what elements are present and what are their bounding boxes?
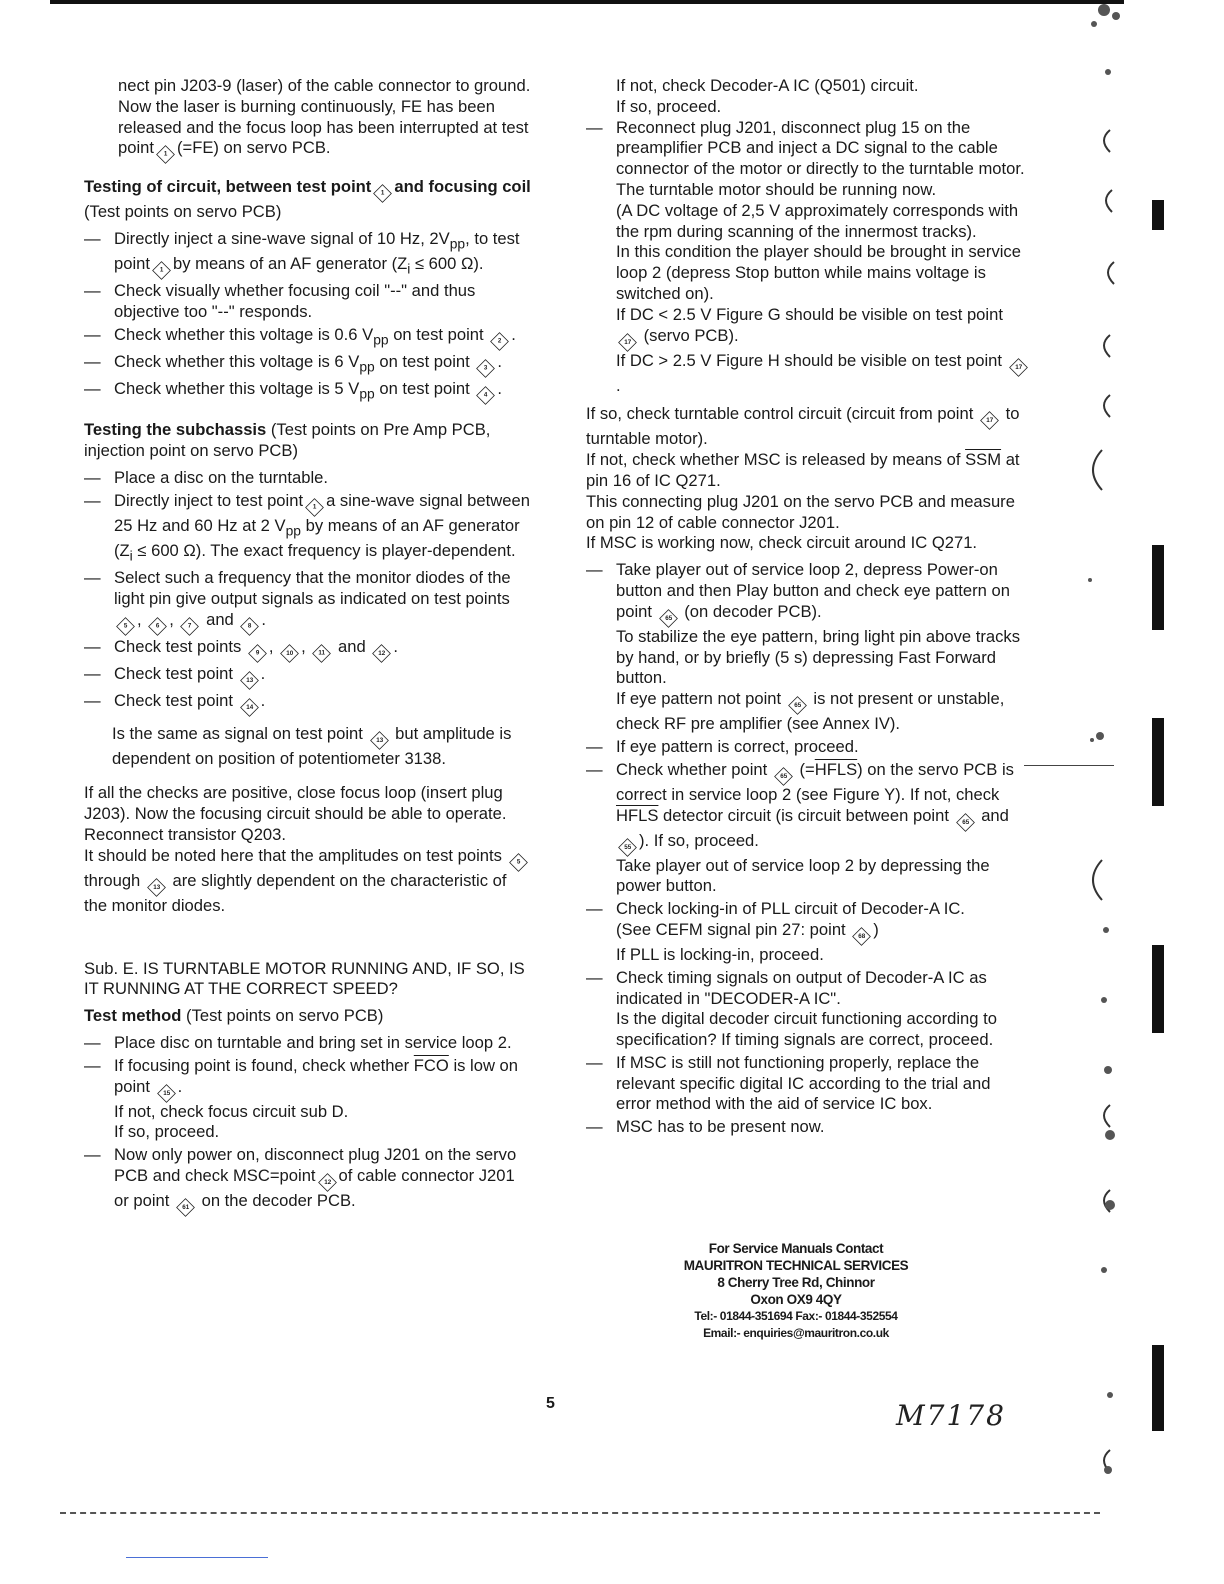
test-point-icon: 4 [477,386,496,405]
test-point-icon: 2 [490,332,509,351]
list-item: — Check test points 9 , 10 , 11 and 12 . [84,637,532,662]
section2-list [84,468,532,716]
test-point-icon: 17 [1009,358,1028,377]
test-point-icon: 9 [248,644,267,663]
list-item: — Directly inject to test point 1 a sine-wave signal between 25 Hz and 60 Hz at 2 $V_{pp}$ by means of an AF generator ($Z_i \le 600$ Ω). The exact frequency is player-dependent. [84,491,532,566]
right-para: This connecting plug J201 on the servo PCB and measure on pin 12 of cable connector J201. [586,491,1015,532]
test-point-icon: 5 [116,617,135,636]
section1-list [84,229,532,404]
test-point-icon: 68 [852,927,871,946]
test-point-icon: 65 [956,813,975,832]
test-point-icon: 13 [370,731,389,750]
right-line: If so, proceed. [616,96,722,116]
contact-stamp [662,1240,930,1342]
intro-text-end: (=FE) on servo PCB. [176,138,331,158]
edge-mark [1152,945,1164,1033]
right-intro [586,76,1030,118]
para-noted: It should be noted here that the amplitudes on test points 5 through 13 are slightly dependent on the characteristic of the monitor diodes. [84,846,532,917]
test-method-heading: Test method (Test points on servo PCB) [84,1006,384,1026]
list-item: — Place disc on turntable and bring set in service loop 2. [84,1033,532,1054]
edge-mark [1152,200,1164,230]
test-point-icon: 14 [240,698,259,717]
list-item: — Check test point 13 . [84,664,532,689]
right-list-1 [586,118,1030,397]
right-para: If not, check whether MSC is released by means of $\overline{SSM}$ at pin 16 of IC Q271. [586,450,1020,490]
contact-line: Tel:- 01844-351694 Fax:- 01844-352554 [694,1309,898,1323]
right-column [586,76,1030,1140]
test-point-icon: 7 [181,617,200,636]
top-border-line [50,0,1124,4]
list-item: — Check whether point 65 (=HFLS) on the servo PCB is correct in service loop 2 (see Figure Y). If not, check HFLS detector circuit (is circuit between point 65 and 55 ). If so, proceed. Take player out of service loop 2 by depressing the power button. [586,760,1030,897]
test-point-icon: 13 [240,671,259,690]
list-item: — Reconnect plug J201, disconnect plug 15 on the preamplifier PCB and inject a DC signal to the cable connector of the motor or directly to the turntable motor. The turntable motor should be running now. (A DC voltage of 2,5 V approximately corresponds with the rpm during scanning of the innermost tracks). In this condition the player should be brought in service loop 2 (depress Stop button while mains voltage is switched on). If DC < 2.5 V Figure G should be visible on test point 17 (servo PCB). If DC > 2.5 V Figure H should be visible on test point 17. [586,118,1030,397]
test-point-icon: 13 [147,878,166,897]
test-point-icon: 1 [373,185,392,204]
intro-text: Now the laser is burning continuously, FE has been released and the focus loop has been interrupted at test point [118,96,529,158]
right-para: If so, check turntable control circuit (circuit from point 17 to turntable motor). [586,404,1020,449]
test-point-icon: 5 [509,853,528,872]
section1-subheading: (Test points on servo PCB) [84,202,282,222]
intro-line-2 [118,97,532,164]
list-item: — If MSC is still not functioning properly, replace the relevant specific digital IC according to the trial and error method with the aid of service IC box. [586,1053,1030,1115]
contact-line: MAURITRON TECHNICAL SERVICES [683,1258,909,1273]
test-point-icon: 65 [788,696,807,715]
section2-heading: Testing the subchassis (Test points on Pre Amp PCB, injection point on servo PCB) [84,420,491,461]
right-line: If not, check Decoder-A IC (Q501) circuit. [616,76,919,95]
contact-line: For Service Manuals Contact [708,1241,884,1256]
test-point-icon: 6 [148,617,167,636]
test-method-list [84,1033,532,1216]
list-item: — Check whether this voltage is 5 $V_{pp}$ on test point 4 . [84,379,532,404]
left-column [84,76,532,1218]
intro-line-1: nect pin J203-9 (laser) of the cable connector to ground. [118,76,531,95]
list-item: — Place a disc on the turntable. [84,468,532,489]
contact-line: Oxon OX9 4QY [750,1292,842,1307]
list-item: — If focusing point is found, check whether $\overline{FCO}$ is low on point 15 . If not, check focus circuit sub D. If so, proceed. [84,1056,532,1143]
list-item: — Select such a frequency that the monitor diodes of the light pin give output signals as indicated on test points 5 , 6 , 7 and 8 . [84,568,532,635]
list-item: — Check whether this voltage is 0.6 $V_{pp}$ on test point 2 . [84,325,532,350]
section1-heading: Testing of circuit, between test point 1 and focusing coil [84,177,532,202]
test-point-icon: 1 [156,146,175,165]
right-list-2 [586,560,1030,1138]
test-point-icon: 10 [280,644,299,663]
test-point-icon: 17 [980,411,999,430]
right-para: If MSC is working now, check circuit around IC Q271. [586,533,978,553]
bottom-border-line [60,1512,1100,1514]
sub-e-heading: Sub. E. IS TURNTABLE MOTOR RUNNING AND, IF SO, IS IT RUNNING AT THE CORRECT SPEED? [84,958,525,999]
section2-note: Is the same as signal on test point 13 but amplitude is dependent on position of potentiometer 3138. [112,723,512,768]
test-point-icon: 17 [618,333,637,352]
list-item: — Check visually whether focusing coil "--" and thus objective too "--" responds. [84,281,532,323]
list-item: — Check locking-in of PLL circuit of Decoder-A IC. (See CEFM signal pin 27: point 68 ) If PLL is locking-in, proceed. [586,899,1030,966]
test-point-icon: 12 [318,1173,337,1192]
test-point-icon: 11 [312,644,331,663]
edge-mark [1152,545,1164,630]
blue-underline [126,1557,268,1558]
page-number: 5 [546,1395,555,1412]
contact-line: 8 Cherry Tree Rd, Chinnor [717,1275,875,1290]
test-point-icon: 12 [372,644,391,663]
test-point-icon: 3 [477,359,496,378]
test-point-icon: 65 [774,767,793,786]
contact-line: Email:- enquiries@mauritron.co.uk [703,1326,889,1340]
list-item: — Check whether this voltage is 6 $V_{pp}$ on test point 3 . [84,352,532,377]
test-point-icon: 15 [157,1084,176,1103]
list-item: — Check timing signals on output of Decoder-A IC as indicated in "DECODER-A IC". Is the digital decoder circuit functioning according to specification? If timing signals are correct, proceed. [586,968,1030,1051]
test-point-icon: 1 [305,498,324,517]
list-item: — Take player out of service loop 2, depress Power-on button and then Play button and check eye pattern on point 65 (on decoder PCB). To stabilize the eye pattern, bring light pin above tracks by hand, or by briefly (5 s) depressing Fast Forward button. If eye pattern not point 65 is not present or unstable, check RF pre amplifier (see Annex IV). [586,560,1030,735]
list-item: — MSC has to be present now. [586,1117,1030,1138]
test-point-icon: 8 [241,617,260,636]
edge-mark [1152,1345,1164,1431]
list-item: — If eye pattern is correct, proceed. [586,737,1030,758]
handwritten-note: M7178 [896,1399,1006,1432]
list-item: — Directly inject a sine-wave signal of 10 Hz, $2V_{pp}$, to test point 1 by means of an AF generator ($Z_i \le 600$ Ω). [84,229,532,279]
test-point-icon: 55 [618,838,637,857]
intro-block [84,76,532,163]
list-item: — Now only power on, disconnect plug J201 on the servo PCB and check MSC=point 12 of cable connector J201 or point 61 on the decoder PCB. [84,1145,532,1216]
list-item: — Check test point 14 . [84,691,532,716]
test-point-icon: 65 [659,609,678,628]
test-point-icon: 1 [152,261,171,280]
test-point-icon: 61 [176,1198,195,1217]
para-checks: If all the checks are positive, close focus loop (insert plug J203). Now the focusing circuit should be able to operate. Reconnect transistor Q203. [84,783,507,844]
edge-mark [1152,718,1164,806]
